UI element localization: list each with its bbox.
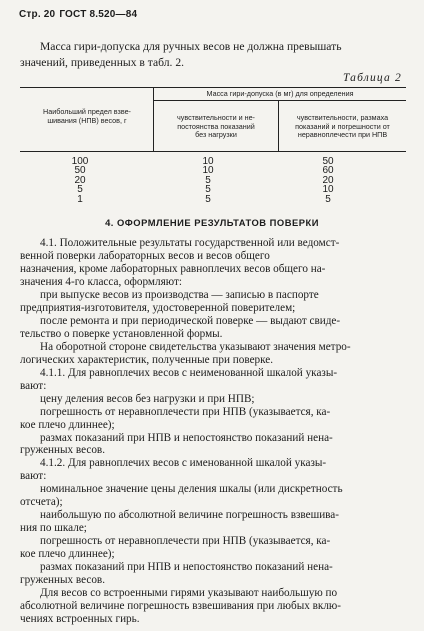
body-line: после ремонта и при периодической поверке — выдают свиде- bbox=[40, 314, 341, 327]
body-line: цену деления весов без нагрузки и при НПВ; bbox=[40, 392, 255, 405]
intro-line: Масса гири-допуска для ручных весов не должна превышать bbox=[40, 40, 342, 53]
body-line: 4.1.1. Для равноплечих весов с неименованной шкалой указы- bbox=[40, 366, 338, 379]
col2-values bbox=[188, 157, 228, 204]
table-cell: 60 bbox=[322, 165, 334, 177]
table-cell: 10 bbox=[202, 165, 214, 177]
section-title: 4. ОФОРМЛЕНИЕ РЕЗУЛЬТАТОВ ПОВЕРКИ bbox=[105, 217, 319, 228]
col1-header-line: шивания (НПВ) весов, г bbox=[47, 115, 127, 125]
col2-header-line: чувствительности и не- bbox=[177, 113, 255, 122]
body-line: при выпуске весов из производства — записью в паспорте bbox=[40, 288, 319, 301]
table-group-rule bbox=[153, 100, 406, 101]
group-header: Масса гири-допуска (в мг) для определения bbox=[206, 89, 354, 98]
table-cell: 100 bbox=[71, 156, 89, 167]
body-line: абсолютной величине погрешность взвешивания при любых вклю- bbox=[20, 600, 341, 613]
body-line: кое плечо длиннее); bbox=[20, 418, 115, 431]
table-cell: 5 bbox=[205, 184, 211, 196]
body-line: вают: bbox=[20, 379, 47, 392]
page-header bbox=[19, 9, 137, 20]
table-caption: Таблица 2 bbox=[342, 72, 402, 84]
col1-header-line: Наибольший предел взве- bbox=[43, 107, 131, 116]
body-line: груженных весов. bbox=[20, 444, 106, 457]
col2-header bbox=[154, 114, 278, 140]
body-line: вают: bbox=[20, 470, 47, 483]
body-line: размах показаний при НПВ и непостоянство показаний нена- bbox=[40, 561, 333, 574]
table-cell: 10 bbox=[202, 156, 214, 167]
body-line: предприятия-изготовителя, удостоверенной поверителем; bbox=[20, 301, 296, 314]
table-cell: 50 bbox=[74, 165, 86, 177]
table-header-rule bbox=[20, 151, 406, 152]
body-line: номинальное значение цены деления шкалы (или дискретность bbox=[40, 483, 343, 496]
body-line: наибольшую по абсолютной величине погрешность взвешива- bbox=[40, 509, 340, 522]
body-line: кое плечо длиннее); bbox=[20, 548, 115, 561]
table-cell: 1 bbox=[77, 193, 83, 205]
body-line: погрешность от неравноплечести при НПВ (указывается, ка- bbox=[40, 535, 331, 548]
col1-header bbox=[22, 108, 152, 125]
table-cell: 5 bbox=[325, 193, 331, 205]
col3-values bbox=[308, 157, 348, 204]
body-line: 4.1. Положительные результаты государственной или ведомст- bbox=[40, 237, 340, 249]
table-cell: 5 bbox=[205, 193, 211, 205]
body-line: логических характеристик, полученные при поверке. bbox=[20, 353, 274, 366]
body-line: Для весов со встроенными гирями указывают наибольшую по bbox=[40, 587, 338, 600]
col2-header-line: без нагрузки bbox=[195, 130, 237, 140]
body-line: тельство о поверке установленной формы. bbox=[20, 327, 223, 340]
col1-values bbox=[60, 157, 100, 204]
table-2 bbox=[20, 87, 406, 207]
body-line: чениях встроенных гирь. bbox=[20, 613, 140, 626]
table-cell: 10 bbox=[322, 184, 334, 196]
body-line: назначения, кроме лабораторных равноплечих весов общего на- bbox=[20, 262, 326, 275]
col3-header-line: неравноплечести при НПВ bbox=[297, 130, 388, 140]
table-cell: 5 bbox=[77, 184, 83, 196]
table-cell: 50 bbox=[322, 156, 334, 167]
col3-header bbox=[279, 114, 406, 140]
col3-header-line: чувствительности, размаха bbox=[296, 113, 389, 122]
col2-header-line: постоянства показаний bbox=[177, 121, 255, 131]
page-number: Стр. 20 bbox=[19, 9, 56, 20]
body-line: 4.1.2. Для равноплечих весов с именованной шкалой указы- bbox=[40, 457, 327, 470]
table-cell: 5 bbox=[205, 174, 211, 186]
standard-number: ГОСТ 8.520—84 bbox=[59, 9, 138, 20]
table-top-rule bbox=[20, 87, 406, 88]
body-line: отсчета); bbox=[20, 496, 63, 509]
intro-line: значений, приведенных в табл. 2. bbox=[20, 56, 185, 69]
table-cell: 20 bbox=[74, 174, 86, 186]
body-line: груженных весов. bbox=[20, 574, 106, 587]
body-line: значения 4-го класса, оформляют: bbox=[20, 275, 182, 288]
col3-header-line: показаний и погрешности от bbox=[295, 121, 390, 131]
table-cell: 20 bbox=[322, 174, 334, 186]
body-line: венной поверки лабораторных весов и весов общего bbox=[20, 249, 270, 262]
body-line: На оборотной стороне свидетельства указывают значения метро- bbox=[40, 340, 351, 353]
body-line: размах показаний при НПВ и непостоянство показаний нена- bbox=[40, 431, 333, 444]
body-line: ния по шкале; bbox=[20, 522, 87, 535]
body-line: погрешность от неравноплечести при НПВ (указывается, ка- bbox=[40, 405, 331, 418]
